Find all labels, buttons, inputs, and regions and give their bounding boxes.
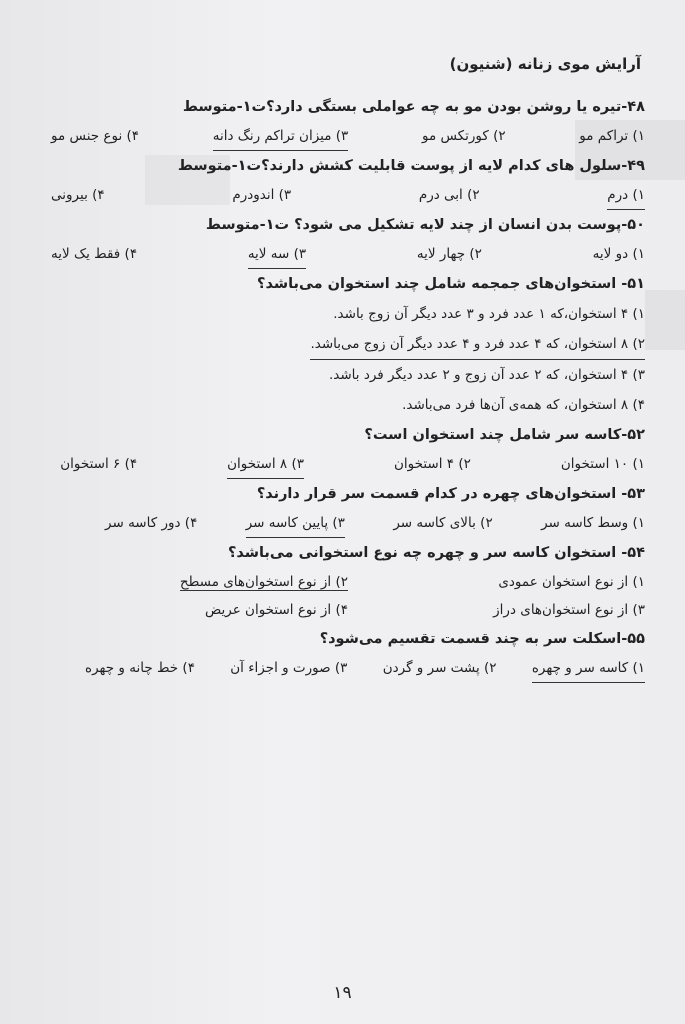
option-correct: ۲) از نوع استخوان‌های مسطح <box>179 574 348 590</box>
options-row <box>45 450 645 479</box>
option: ۴) ۸ استخوان، که همه‌ی آن‌ها فرد می‌باشد. <box>402 397 645 413</box>
options-row <box>45 122 645 151</box>
option: ۱) وسط کاسه سر <box>541 515 645 531</box>
page-header-title: آرایش موی زنانه (شنیون) <box>449 55 641 73</box>
option: ۴) نوع جنس مو <box>51 128 140 144</box>
question-block <box>45 420 645 479</box>
bleed-through-shadow <box>645 290 685 350</box>
options-row <box>45 596 645 624</box>
option-correct: ۱) درم <box>607 181 645 210</box>
question-list <box>45 92 645 683</box>
question-block <box>45 269 645 420</box>
question-block <box>45 151 645 210</box>
question-block <box>45 538 645 624</box>
question-text: ۴۸-تیره یا روشن بودن مو به چه عواملی بستگی دارد؟ت۱-متوسط <box>182 99 645 115</box>
option-correct: ۱) کاسه سر و چهره <box>532 654 645 683</box>
question-text: ۵۴- استخوان کاسه سر و چهره چه نوع استخوانی می‌باشد؟ <box>227 545 645 561</box>
options-row <box>45 654 645 683</box>
option: ۴) دور کاسه سر <box>105 515 198 531</box>
option-correct: ۲) ۸ استخوان، که ۴ عدد فرد و ۴ عدد دیگر آن زوج می‌باشد. <box>310 329 645 360</box>
option: ۲) چهار لایه <box>416 246 482 262</box>
option: ۴) بیرونی <box>51 187 105 203</box>
question-text: ۵۱- استخوان‌های جمجمه شامل چند استخوان می‌باشد؟ <box>257 276 645 292</box>
option: ۱) ۴ استخوان،که ۱ عدد فرد و ۳ عدد دیگر آن زوج باشد. <box>333 306 645 322</box>
option: ۴) ۶ استخوان <box>60 456 138 472</box>
option: ۴) خط چانه و چهره <box>85 660 195 676</box>
option-correct: ۳) پایین کاسه سر <box>246 509 345 538</box>
options-list <box>45 299 645 420</box>
options-row <box>45 240 645 269</box>
option: ۱) تراکم مو <box>579 128 645 144</box>
question-text: ۵۲-کاسه سر شامل چند استخوان است؟ <box>364 427 645 443</box>
options-row <box>45 181 645 210</box>
option: ۴) فقط یک لایه <box>51 246 138 262</box>
option: ۴) از نوع استخوان عریض <box>204 602 348 618</box>
option: ۲) بالای کاسه سر <box>393 515 493 531</box>
question-block <box>45 210 645 269</box>
option: ۱) از نوع استخوان عمودی <box>498 574 645 590</box>
option: ۱) ۱۰ استخوان <box>560 456 645 472</box>
question-text: ۵۰-پوست بدن انسان از چند لایه تشکیل می شود؟ ت۱-متوسط <box>205 217 645 233</box>
question-text: ۵۵-اسکلت سر به چند قسمت تقسیم می‌شود؟ <box>319 631 645 647</box>
option: ۲) ۴ استخوان <box>394 456 471 472</box>
option: ۳) ۴ استخوان، که ۲ عدد آن زوج و ۲ عدد دیگر فرد باشد. <box>328 367 645 383</box>
option: ۱) دو لایه <box>592 246 645 262</box>
option: ۳) صورت و اجزاء آن <box>230 660 348 676</box>
question-text: ۴۹-سلول های کدام لایه از پوست قابلیت کشش دارند؟ت۱-متوسط <box>177 158 645 174</box>
option: ۲) ابی درم <box>418 187 480 203</box>
option: ۳) اندودرم <box>232 187 292 203</box>
option: ۲) کورتکس مو <box>421 128 506 144</box>
options-row <box>45 509 645 538</box>
options-row <box>45 568 645 596</box>
option-correct: ۳) ۸ استخوان <box>227 450 304 479</box>
page-number: ۱۹ <box>333 983 352 1003</box>
question-block <box>45 624 645 683</box>
question-block <box>45 479 645 538</box>
option: ۳) از نوع استخوان‌های دراز <box>493 602 645 618</box>
option: ۲) پشت سر و گردن <box>382 660 497 676</box>
question-block <box>45 92 645 151</box>
option-correct: ۳) میزان تراکم رنگ دانه <box>213 122 349 151</box>
question-text: ۵۳- استخوان‌های چهره در کدام قسمت سر قرار دارند؟ <box>256 486 645 502</box>
option-correct: ۳) سه لایه <box>248 240 306 269</box>
